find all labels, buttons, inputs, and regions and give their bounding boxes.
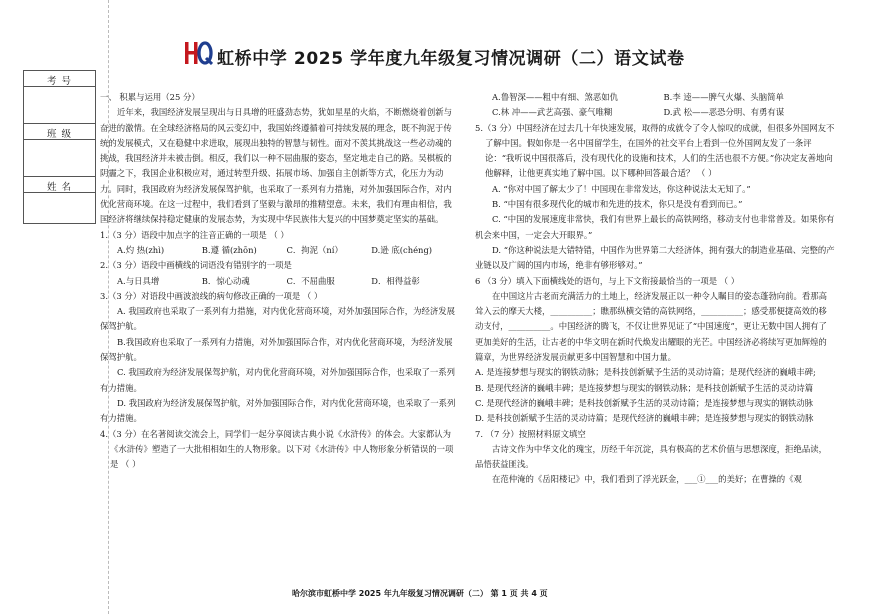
passage-text: A. “你对中国了解太少了！中国现在非常发达，你这种说法太无知了。” xyxy=(492,183,751,194)
answer-option[interactable]: A.与日具增 xyxy=(117,275,160,286)
question-text: 一、 积累与运用（25 分） xyxy=(100,92,200,102)
passage-text: 古诗文作为中华文化的瑰宝，历经千年沉淀，具有极高的艺术价值与思想深度，拒绝品读，品悟获益匪浅。 xyxy=(475,443,827,470)
question-text: B. 是现代经济的巍峨丰碑；是连接梦想与现实的钢铁动脉；是科技创新赋予生活的灵动诗篇 xyxy=(475,382,814,393)
left-column xyxy=(100,90,456,472)
question-text: A. 是连接梦想与现实的钢铁动脉；是科技创新赋予生活的灵动诗篇；是现代经济的巍峨丰碑; xyxy=(475,367,816,378)
question-text: 5.（3 分）中国经济在过去几十年快速发展，取得的成就令了令人惊叹的成就，但很多外国网友不了解中国。假如你是一名中国留学生，在国外的社交平台上看到一位外国网友发了一条评论：“我听说中国很落后，没有现代化的设施和技术，人们的生活也很不方便。”你决定友善地向他解释，让他更真实地了解中国。以下哪种回答最合适？ （ ） xyxy=(475,122,835,179)
passage-text: C. 我国政府为经济发展保驾护航，对内优化营商环境，对外加强国际合作，也采取了一系列有力措施。 xyxy=(100,367,456,393)
name-field[interactable] xyxy=(24,193,95,222)
answer-options-row xyxy=(100,243,456,258)
answer-option[interactable]: D.逊 底(chéng) xyxy=(371,244,433,255)
question-text: C. 是现代经济的巍峨丰碑；是科技创新赋予生活的灵动诗篇；是连接梦想与现实的钢铁动脉 xyxy=(475,397,814,408)
class-field[interactable] xyxy=(24,140,95,177)
answer-option[interactable]: A.鲁智深——粗中有细、煞恶如仇 xyxy=(492,92,618,102)
passage-text: 在中国这片古老而充满活力的土地上，经济发展正以一种令人瞩目的姿态蓬勃向前。看那高耸入云的摩天大楼，__________；瞧那纵横交错的高铁网络，__________；感受那便捷高效的移动支付，__________。中国经济的腾飞，不仅让世界见证了“中国速度”，更让无数中国人拥有了更加美好的生活，让古老的中华文明在新时代焕发出耀眼的光芒。中国经济必将续写更加辉煌的篇章，为世界经济发展贡献更多中国智慧和中国力量。 xyxy=(475,290,827,363)
right-column xyxy=(475,90,835,488)
answer-options-row xyxy=(100,274,456,289)
student-info-box xyxy=(23,70,96,224)
exam-number-field[interactable] xyxy=(24,87,95,124)
passage-text: 近年来，我国经济发展呈现出与日具增的旺盛劲态势，犹如星星的火焰，不断燃烧着创新与奋进的激情。在全球经济格局的风云变幻中，我国始终遵循着可持续发展的理念，既不拘泥于传统的发展模式，又在稳健中求进取，展现出独特的智慧与韧性。面对不羡其挑战这一些必动魂的挑战，我国经济并未被击倒。相反，我们以一种不屈曲服的姿态，坚定地走自己的路。吴棋板的阴霾之下，我国企业积极应对，通过转型升级、拓展市场、加强自主创新等方式，化压力为动力。同时，我国政府为经济发展保驾护航，也采取了一系列有力措施，对外加强国际合作，对内优化营商环境。在这一过程中，我们看到了坚毅与激昂的推精望意。未来，我们有理由相信，我国经济将继续保持稳定健康的发展态势，为实现中华民族伟大复兴的中国梦奠定坚实的基础。 xyxy=(100,107,452,225)
answer-option[interactable]: C．不屈曲服 xyxy=(286,275,335,286)
question-text: 6 （3 分）填入下面横线处的语句，与上下文衔接最恰当的一项是 （ ） xyxy=(475,275,740,286)
answer-option[interactable]: C．拘泥（ní） xyxy=(286,244,343,255)
passage-text: 在范仲淹的《岳阳楼记》中，我们看到了浮光跃金，___①___的美好；在曹操的《观 xyxy=(492,474,802,485)
passage-text: D. 我国政府为经济发展保驾护航，对外加强国际合作，对内优化营商环境，也采取了一系列有力措施。 xyxy=(100,397,456,424)
answer-option[interactable]: B.遵 循(zhōn) xyxy=(201,244,257,255)
answer-option[interactable]: C.林 冲——武艺高强、豪气唯糊 xyxy=(492,107,613,118)
answer-option[interactable]: B．惊心动魂 xyxy=(201,275,250,286)
page-footer: 哈尔滨市虹桥中学 2025 年九年级复习情况调研（二） 第 1 页 共 4 页 xyxy=(292,589,548,598)
exam-number-label: 考 号 xyxy=(24,71,95,87)
question-text: 4.（3 分）在名著阅读交流会上，同学们一起分享阅读古典小说《水浒传》的体会。大家都认为《水浒传》塑造了一大批相相如生的人物形象。以下对《水浒传》中人物形象分析错误的一项是 （ ） xyxy=(100,428,454,470)
question-text: 7. （7 分）按照材料原文填空 xyxy=(475,428,586,439)
answer-option[interactable]: A.灼 热(zhì) xyxy=(117,244,165,255)
answer-options-row xyxy=(475,105,835,120)
passage-text: B.我国政府也采取了一系列有力措施，对外加强国际合作，对内优化营商环境，为经济发展保驾护航。 xyxy=(100,336,453,363)
answer-option[interactable]: D．相得益彰 xyxy=(371,275,420,286)
answer-option[interactable]: B.李 逵——脾气火爆、头脑简单 xyxy=(663,92,784,102)
passage-text: A. 我国政府也采取了一系列有力措施，对内优化营商环境，对外加强国际合作，为经济发展保驾护航。 xyxy=(100,306,455,332)
passage-text: D. “你这种说法是大错特错，中国作为世界第二大经济体，拥有强大的制造业基础、完整的产业链以及广阔的国内市场，绝非有够形够对。” xyxy=(475,244,835,271)
passage-text: C. “中国的发展速度非常快，我们有世界上最长的高铁网络，移动支付也非常普及。如果你有机会来中国，一定会大开眼界。” xyxy=(475,214,835,240)
class-label: 班 级 xyxy=(24,124,95,140)
passage-text: B. “中国有很多现代化的城市和先进的技术，你只是没有看到而已。” xyxy=(492,199,743,210)
school-logo xyxy=(185,41,213,65)
name-label: 姓 名 xyxy=(24,177,95,193)
question-text: 2.（3 分）语段中画横线的词语没有错别字的一项是 xyxy=(100,260,292,271)
exam-title: 虹桥中学 2025 学年度九年级复习情况调研（二）语文试卷 xyxy=(217,49,685,69)
question-text: 1.（3 分）语段中加点字的注音正确的一项是 （ ） xyxy=(100,229,289,240)
question-text: D. 是科技创新赋予生活的灵动诗篇；是现代经济的巍峨丰碑；是连接梦想与现实的钢铁动脉 xyxy=(475,413,814,424)
answer-options-row xyxy=(475,90,835,105)
answer-option[interactable]: D.武 松——恶恐分明、有勇有谋 xyxy=(663,107,785,118)
question-text: 3.（3 分）对语段中画波浪线的病句修改正确的一项是 （ ） xyxy=(100,290,323,301)
